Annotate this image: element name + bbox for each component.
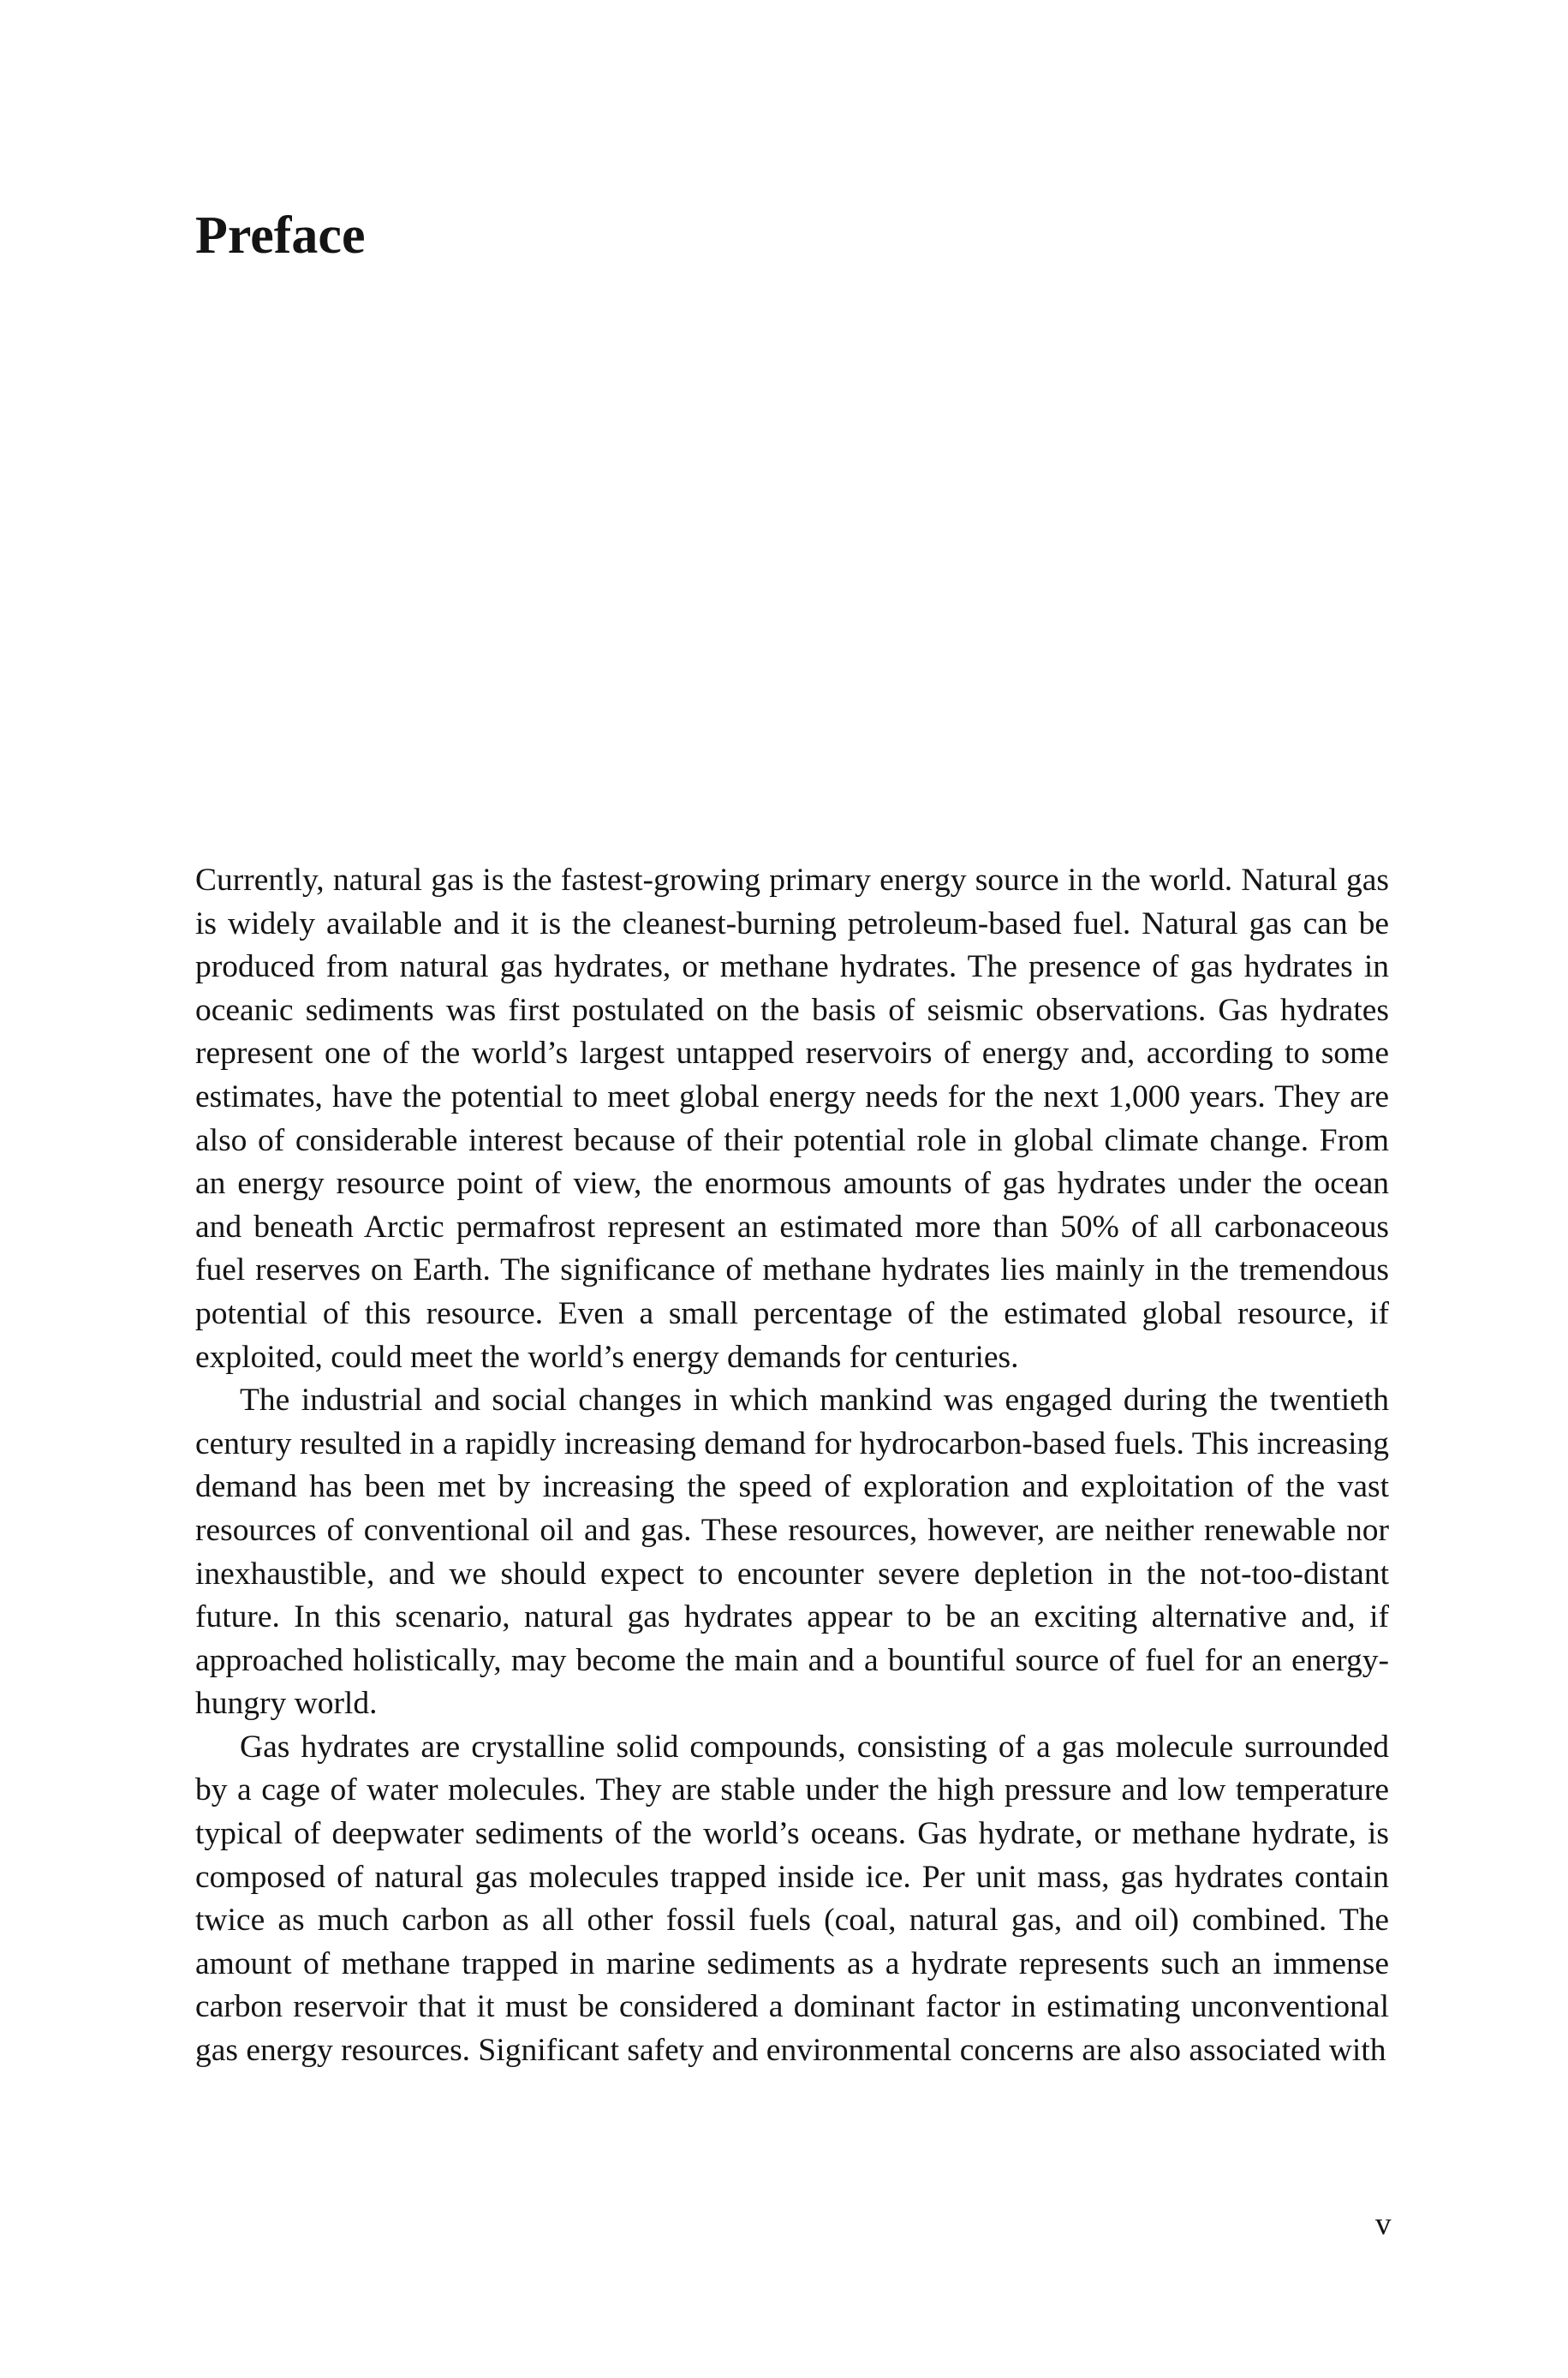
page-title: Preface [195, 206, 366, 265]
paragraph: The industrial and social changes in which mankind was engaged during the twentieth century resulted in a rapidly increasing demand for hydrocarbon-based fuels. This increasing demand has been met by increasing the speed of exploration and exploitation of the vast resources of conventional oil and gas. These resources, however, are neither renewable nor inexhaustible, and we should expect to encounter severe depletion in the not-too-distant future. In this scenario, natural gas hydrates appear to be an exciting alternative and, if approached holistically, may become the main and a bountiful source of fuel for an energy-hungry world. [195, 1383, 1389, 1722]
paragraph: Currently, natural gas is the fastest-growing primary energy source in the world. Natural gas is widely available and it is the cleanest-burning petroleum-based fuel. Natural gas can be produced from natural gas hydrates, or methane hydrates. The presence of gas hydrates in oceanic sediments was first postulated on the basis of seismic observations. Gas hydrates represent one of the world’s largest untapped reservoirs of energy and, according to some estimates, have the potential to meet global energy needs for the next 1,000 years. They are also of considerable interest because of their potential role in global climate change. From an energy resource point of view, the enormous amounts of gas hydrates under the ocean and beneath Arctic permafrost represent an estimated more than 50% of all carbonaceous fuel reserves on Earth. The significance of methane hydrates lies mainly in the tremendous potential of this resource. Even a small percentage of the estimated global resource, if exploited, could meet the world’s energy demands for centuries. [195, 863, 1389, 1375]
body-text [195, 859, 1389, 2073]
paragraph: Gas hydrates are crystalline solid compounds, consisting of a gas molecule surrounded by a cage of water molecules. They are stable under the high pressure and low temperature typical of deepwater sediments of the world’s oceans. Gas hydrate, or methane hydrate, is composed of natural gas molecules trapped inside ice. Per unit mass, gas hydrates contain twice as much carbon as all other fossil fuels (coal, natural gas, and oil) combined. The amount of methane trapped in marine sediments as a hydrate represents such an immense carbon reservoir that it must be considered a dominant factor in estimating unconventional gas energy resources. Significant safety and environmental concerns are also associated with [195, 1729, 1389, 2069]
page-number: v [1375, 2207, 1392, 2242]
